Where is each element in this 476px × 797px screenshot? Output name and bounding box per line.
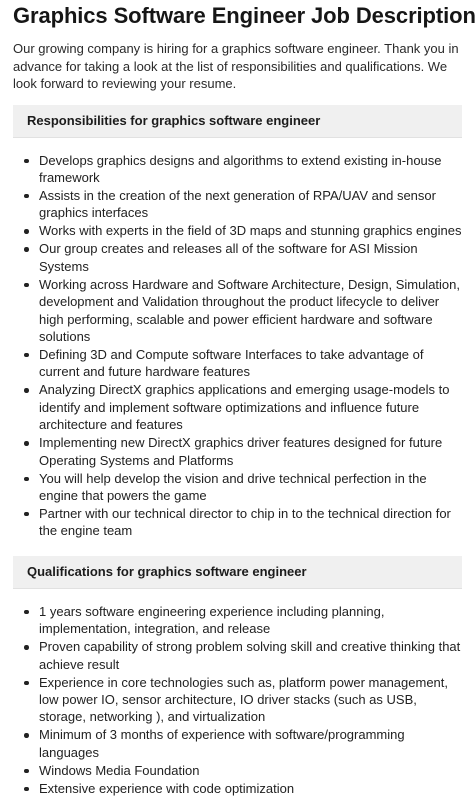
list-item (13, 726, 462, 761)
list-item (13, 505, 462, 540)
bullet-icon (24, 787, 29, 792)
list-item (13, 762, 462, 779)
bullet-icon (24, 283, 29, 288)
list-item-text: Implementing new DirectX graphics driver features designed for future Operating Systems and Platforms (39, 435, 443, 468)
list-item (13, 674, 462, 726)
bullet-icon (24, 477, 29, 482)
list-item-text: Proven capability of strong problem solving skill and creative thinking that achieve result (39, 639, 461, 672)
list-item (13, 470, 462, 505)
list-item-text: Develops graphics designs and algorithms to extend existing in-house framework (39, 152, 442, 185)
list-item-text: Partner with our technical director to chip in to the technical direction for the engine team (39, 505, 451, 539)
bullet-icon (24, 159, 29, 164)
bullet-icon (24, 681, 29, 686)
list-item-text: Extensive experience with code optimization (39, 780, 295, 796)
list-item (13, 152, 462, 187)
list-item (13, 187, 462, 222)
qualifications-heading: Qualifications for graphics software engineer (13, 556, 462, 589)
bullet-icon (24, 388, 29, 393)
bullet-icon (24, 645, 29, 650)
bullet-icon (24, 441, 29, 446)
list-item-text: Analyzing DirectX graphics applications and emerging usage-models to identify and implement software optimizations and influence future architecture and features (39, 382, 450, 433)
list-item-text: 1 years software engineering experience including planning, implementation, integration, and release (39, 603, 385, 637)
list-item (13, 780, 462, 797)
list-item-text: Experience in core technologies such as, platform power management, low power IO, sensor architecture, IO driver stacks (such as USB, storage, networking ), and virtualization (39, 674, 448, 725)
list-item-text: Working across Hardware and Software Architecture, Design, Simulation, development and Validation throughout the product lifecycle to deliver high performing, scalable and power efficient hardware and software solutions (39, 276, 461, 344)
page-title: Graphics Software Engineer Job Description (13, 3, 476, 28)
qualifications-list (13, 603, 462, 797)
list-item-text: Our group creates and releases all of the software for ASI Mission Systems (39, 241, 418, 274)
bullet-icon (24, 733, 29, 738)
list-item (13, 276, 462, 346)
list-item-text: Windows Media Foundation (39, 762, 200, 778)
list-item (13, 346, 462, 381)
list-item-text: Defining 3D and Compute software Interfaces to take advantage of current and future hardware features (39, 346, 424, 380)
list-item (13, 603, 462, 638)
list-item-text: You will help develop the vision and drive technical perfection in the engine that powers the game (39, 470, 427, 503)
list-item-text: Works with experts in the field of 3D maps and stunning graphics engines (39, 223, 462, 239)
list-item (13, 638, 462, 673)
responsibilities-list (13, 152, 462, 540)
bullet-icon (24, 610, 29, 615)
list-item (13, 240, 462, 275)
bullet-icon (24, 512, 29, 517)
list-item (13, 434, 462, 469)
list-item-text: Assists in the creation of the next generation of RPA/UAV and sensor graphics interfaces (39, 187, 436, 221)
list-item (13, 381, 462, 433)
bullet-icon (24, 247, 29, 252)
responsibilities-heading: Responsibilities for graphics software engineer (13, 105, 462, 138)
bullet-icon (24, 353, 29, 358)
bullet-icon (24, 769, 29, 774)
bullet-icon (24, 229, 29, 234)
list-item (13, 222, 462, 239)
intro-paragraph: Our growing company is hiring for a graphics software engineer. Thank you in advance for taking a look at the list of responsibilities and qualifications. We look forward to reviewing your resume. (13, 41, 459, 91)
list-item-text: Minimum of 3 months of experience with software/programming languages (39, 727, 405, 760)
bullet-icon (24, 194, 29, 199)
